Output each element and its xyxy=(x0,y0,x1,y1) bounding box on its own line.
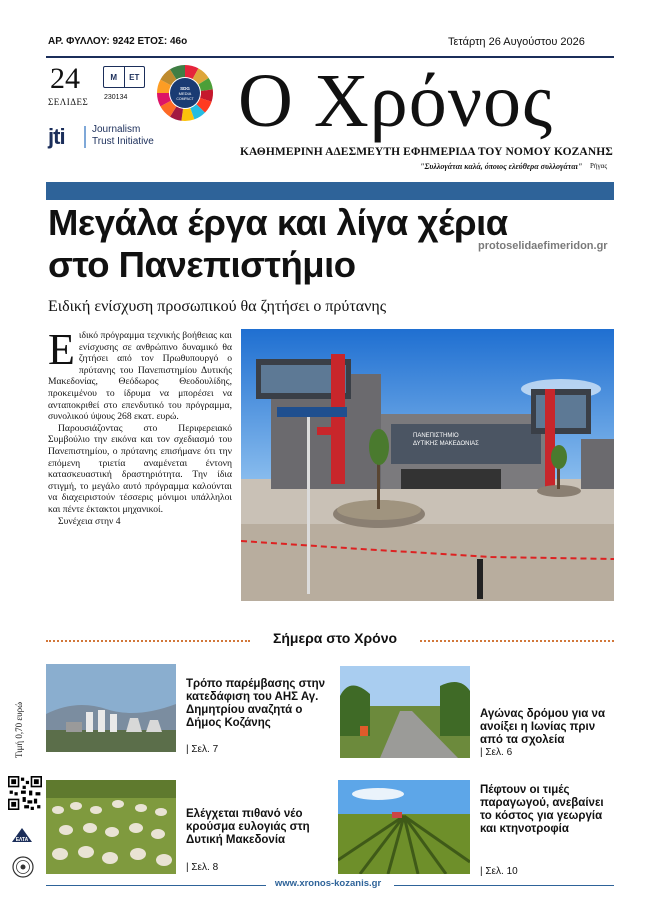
motto-author: Ρήγας xyxy=(590,162,608,170)
story-page-3: | Σελ. 8 xyxy=(186,862,219,873)
met-badge-right: ΕΤ xyxy=(124,67,145,87)
source-watermark: protoselidaefimeridon.gr xyxy=(478,240,608,252)
met-badge xyxy=(103,66,145,88)
building-sign-line1: ΠΑΝΕΠΙΣΤΗΜΙΟ xyxy=(413,433,459,439)
story-title-1[interactable]: Τρόπο παρέμβασης στην κατεδάφιση του ΑΗΣ Αγ. Δημητρίου αναζητά ο Δήμος Κοζάνης xyxy=(186,678,326,729)
website-link[interactable]: www.xronos-kozanis.gr xyxy=(274,878,382,889)
newspaper-title: Ο Χρόνος xyxy=(238,59,554,143)
story-page-1: | Σελ. 7 xyxy=(186,744,219,755)
story-page-2: | Σελ. 6 xyxy=(480,747,513,758)
university-building-photo xyxy=(241,329,614,601)
jti-label-line1: Journalism xyxy=(92,124,141,135)
svg-text:SDG: SDG xyxy=(180,86,190,91)
section-divider-right xyxy=(420,640,614,642)
elta-label: ΕΛΤΑ xyxy=(15,837,29,843)
lead-article xyxy=(48,325,232,527)
newspaper-motto: "Συλλογάται καλά, όποιος ελεύθερα συλλογάται" xyxy=(420,162,583,171)
page-count-label: ΣΕΛΙΔΕΣ xyxy=(48,97,89,107)
story-title-3[interactable]: Ελέγχεται πιθανό νέο κρούσμα ευλογιάς στη Δυτική Μακεδονία xyxy=(186,808,310,846)
story-thumbnail-sheep xyxy=(46,780,176,874)
masthead-band xyxy=(46,182,614,200)
story-thumbnail-field xyxy=(338,780,470,874)
story-page-4: | Σελ. 10 xyxy=(480,866,518,877)
story-title-2[interactable]: Αγώνας δρόμου για να ανοίξει η Ιωνίας πριν από τα σχολεία xyxy=(480,708,606,746)
met-registry-number: 230134 xyxy=(104,94,128,101)
newspaper-subtitle: ΚΑΘΗΜΕΡΙΝΗ ΑΔΕΣΜΕΥΤΗ ΕΦΗΜΕΡΙΔΑ ΤΟΥ ΝΟΜΟΥ ΚΟΖΑΝΗΣ xyxy=(240,146,613,158)
association-seal-icon xyxy=(12,856,34,878)
story-title-4[interactable]: Πέφτουν οι τιμές παραγωγού, ανεβαίνει το κόστος για γεωργία και κτηνοτροφία xyxy=(480,784,604,835)
section-title: Σήμερα στο Χρόνο xyxy=(272,630,398,646)
jti-label xyxy=(92,124,154,148)
elta-logo xyxy=(10,826,34,846)
lead-paragraph-1: ιδικό πρόγραμμα τεχνικής βοήθειας και ενίσχυσης σε ανθρώπινο δυναμικό θα ζητήσει από τον Πρωθυπουργό ο πρύτανης του Πανεπιστημίου Δυτικής Μακεδονίας, Θεόδωρος Θεοδουλίδης, προκειμένου το ίδρυμα να μπορέσει να ανταποκριθεί στο επενδυτικό του πρόγραμμα, συνολικού ύψους 268 εκατ. ευρώ. xyxy=(48,330,232,423)
continued-link[interactable]: Συνέχεια στην 4 xyxy=(58,515,121,527)
drop-cap: Ε xyxy=(48,325,75,374)
met-badge-left: Μ xyxy=(110,72,118,82)
lead-headline-line1: Μεγάλα έργα και λίγα χέρια xyxy=(48,202,508,243)
lead-paragraph-2: Παρουσιάζοντας στο Περιφερειακό Συμβούλιο την εικόνα και τον σχεδιασμό του Πανεπιστημίου, ο πρύτανης επισήμανε ότι την επόμενη τριετία αναμένεται έντονη κατασκευαστική δραστηριότητα. Την ίδια στιγμή, το μεγάλο αυτό πρόγραμμα καλούνται να διαχειριστούν τέσσερις μόνιμοι υπάλληλοι και πέντε έκτακτοι μηχανικοί. xyxy=(48,422,232,515)
page-count: 24 xyxy=(50,62,80,95)
footer-rule-right xyxy=(394,885,614,886)
issue-date: Τετάρτη 26 Αυγούστου 2026 xyxy=(448,36,585,48)
jti-label-line2: Trust Initiative xyxy=(92,136,154,147)
jti-divider xyxy=(84,126,86,148)
price-text: Τιμή 0,70 ευρώ xyxy=(14,701,24,758)
story-thumbnail-road xyxy=(340,666,470,758)
building-sign-line2: ΔΥΤΙΚΗΣ ΜΑΚΕΔΟΝΙΑΣ xyxy=(413,441,479,447)
story-thumbnail-power-plant xyxy=(46,664,176,752)
price-label xyxy=(14,690,28,760)
section-divider-left xyxy=(46,640,250,642)
jti-logo: jti xyxy=(48,124,65,149)
svg-text:MEDIA: MEDIA xyxy=(178,91,192,96)
sdg-media-compact-logo xyxy=(156,64,214,122)
lead-headline-line2: στο Πανεπιστήμιο xyxy=(48,244,356,285)
svg-text:COMPACT: COMPACT xyxy=(176,97,194,101)
issue-info: ΑΡ. ΦΥΛΛΟΥ: 9242 ΕΤΟΣ: 46ο xyxy=(48,36,188,47)
lead-deck: Ειδική ενίσχυση προσωπικού θα ζητήσει ο πρύτανης xyxy=(48,298,387,315)
qr-code-icon[interactable] xyxy=(8,776,42,810)
